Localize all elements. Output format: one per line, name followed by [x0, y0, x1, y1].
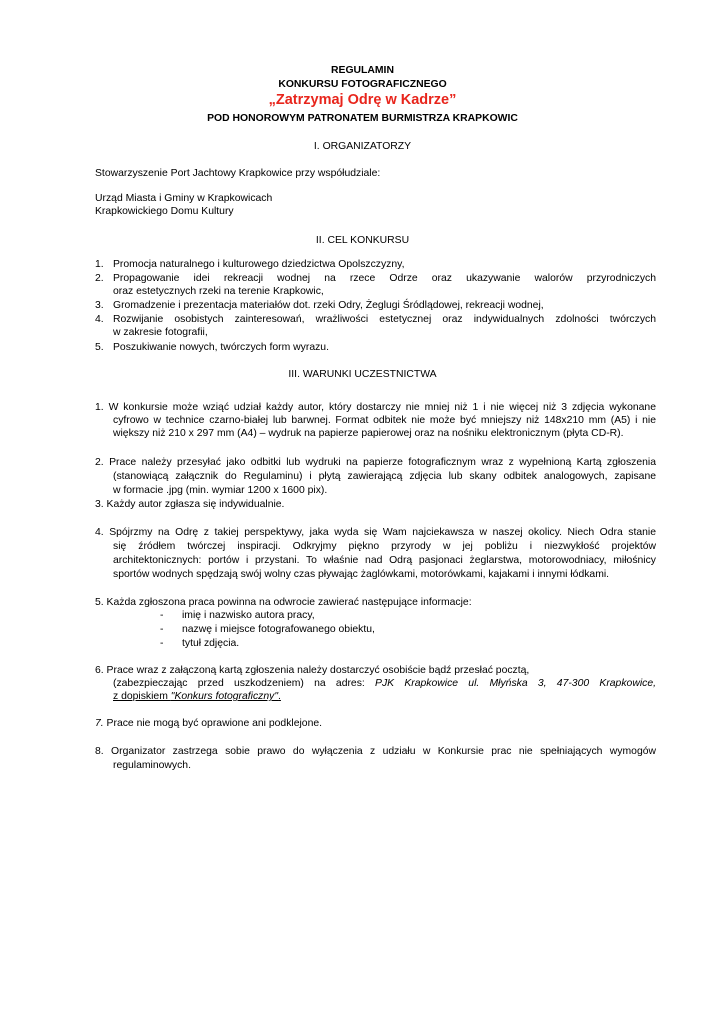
list-item: Propagowanie idei rekreacji wodnej na rzece Odrze oraz ukazywanie walorów przyrodniczych — [113, 273, 656, 284]
list-item-continuation: oraz estetycznych rzeki na terenie Krapkowic, — [113, 286, 324, 297]
dash-bullet: - — [160, 610, 164, 621]
co-organizer-1: Urząd Miasta i Gminy w Krapkowicach — [95, 193, 273, 204]
rule-4-line: 4. Spójrzmy na Odrę z takiej perspektywy, jaka wyda się Wam najciekawsza w naszej okolicy. Niech Odra stanie — [95, 527, 656, 538]
rule-6-line: 6. Prace wraz z załączoną kartą zgłoszenia należy dostarczyć osobiście bądź przesłać pocztą, — [95, 665, 530, 676]
dash-bullet: - — [160, 638, 164, 649]
list-item-number: 3. — [95, 300, 104, 311]
co-organizer-2: Krapkowickiego Domu Kultury — [95, 206, 234, 217]
list-item: Poszukiwanie nowych, twórczych form wyrazu. — [113, 342, 329, 353]
list-item: imię i nazwisko autora pracy, — [182, 610, 315, 621]
patronage-heading: POD HONOROWYM PATRONATEM BURMISTRZA KRAPKOWIC — [207, 113, 518, 124]
rule-6-address-prefix: (zabezpieczając przed uszkodzeniem) na adres: — [113, 678, 376, 689]
rule-3: 3. Każdy autor zgłasza się indywidualnie. — [95, 499, 285, 510]
section-2-heading: II. CEL KONKURSU — [315, 235, 410, 246]
list-item: Gromadzenie i prezentacja materiałów dot. rzeki Odry, Żeglugi Śródlądowej, rekreacji wodnej, — [113, 300, 544, 311]
list-item: Rozwijanie osobistych zainteresowań, wrażliwości estetycznej oraz indywidualnych zdolności twórczych — [113, 314, 656, 325]
rule-5: 5. Każda zgłoszona praca powinna na odwrocie zawierać następujące informacje: — [95, 597, 472, 608]
rule-2-line: w formacie .jpg (min. wymiar 1200 x 1600 pix). — [113, 485, 328, 496]
rule-7-text: Prace nie mogą być oprawione ani podklejone. — [103, 718, 323, 729]
contest-title: „Zatrzymaj Odrę w Kadrze” — [268, 92, 457, 108]
list-item: Promocja naturalnego i kulturowego dziedzictwa Opolszczyzny, — [113, 259, 405, 270]
section-3-heading: III. WARUNKI UCZESTNICTWA — [288, 369, 437, 380]
list-item-number: 2. — [95, 273, 104, 284]
list-item: nazwę i miejsce fotografowanego obiektu, — [182, 624, 375, 635]
list-item-continuation: w zakresie fotografii, — [113, 327, 208, 338]
rule-6-note-prefix: z dopiskiem — [113, 691, 171, 702]
rule-4-line: się źródłem twórczej inspiracji. Odkryjmy piękno przyrody w jej pobliżu i niezwykłość projektów — [113, 541, 656, 552]
rule-4-line: architektonicznych: portów i przystani. To właśnie nad Odrą pasjonaci żeglarstwa, motorowodniacy, miłośnicy — [113, 555, 656, 566]
rule-1-line: cyfrowo w technice czarno-białej lub barwnej. Format odbitek nie może być mniejszy niż 148x210 mm (A5) i nie — [113, 415, 656, 426]
rule-6-note-end: . — [278, 691, 281, 702]
rule-2-line: 2. Prace należy przesyłać jako odbitki lub wydruki na papierze fotograficznym wraz z wypełnioną Kartą zgłoszenia — [95, 457, 656, 468]
rule-6-address-line — [113, 677, 656, 690]
rule-7-number: 7. — [95, 718, 104, 729]
rule-1-line: większy niż 210 x 297 mm (A4) – wydruk na papierze papierowej oraz na nośniku elektronicznym (płyta CD-R). — [113, 428, 624, 439]
rule-7 — [95, 717, 322, 730]
list-item-number: 1. — [95, 259, 104, 270]
envelope-note: "Konkurs fotograficzny" — [170, 691, 279, 702]
section-1-heading: I. ORGANIZATORZY — [313, 141, 412, 152]
organizer-intro: Stowarzyszenie Port Jachtowy Krapkowice przy współudziale: — [95, 168, 381, 179]
rule-1-line: 1. W konkursie może wziąć udział każdy autor, który dostarczy nie mniej niż 1 i nie więcej niż 3 zdjęcia wykonane — [95, 402, 656, 413]
list-item: tytuł zdjęcia. — [182, 638, 240, 649]
rule-8-line: regulaminowych. — [113, 760, 191, 771]
rule-4-line: sportów wodnych spędzają swój wolny czas pływając żaglówkami, motorówkami, kajakami i innymi łódkami. — [113, 569, 610, 580]
postal-address: PJK Krapkowice ul. Młyńska 3, 47-300 Krapkowice, — [375, 678, 656, 689]
list-item-number: 5. — [95, 342, 104, 353]
rule-6-note-line — [113, 690, 281, 703]
doc-type-heading: REGULAMIN — [331, 65, 394, 76]
rule-2-line: (stanowiącą załącznik do Regulaminu) i płytą zawierającą zdjęcia lub skany odbitek analogowych, zapisane — [113, 471, 656, 482]
rule-8-line: 8. Organizator zastrzega sobie prawo do wyłączenia z udziału w Konkursie prac nie spełniających wymogów — [95, 746, 656, 757]
contest-type-heading: KONKURSU FOTOGRAFICZNEGO — [278, 79, 447, 90]
list-item-number: 4. — [95, 314, 104, 325]
dash-bullet: - — [160, 624, 164, 635]
